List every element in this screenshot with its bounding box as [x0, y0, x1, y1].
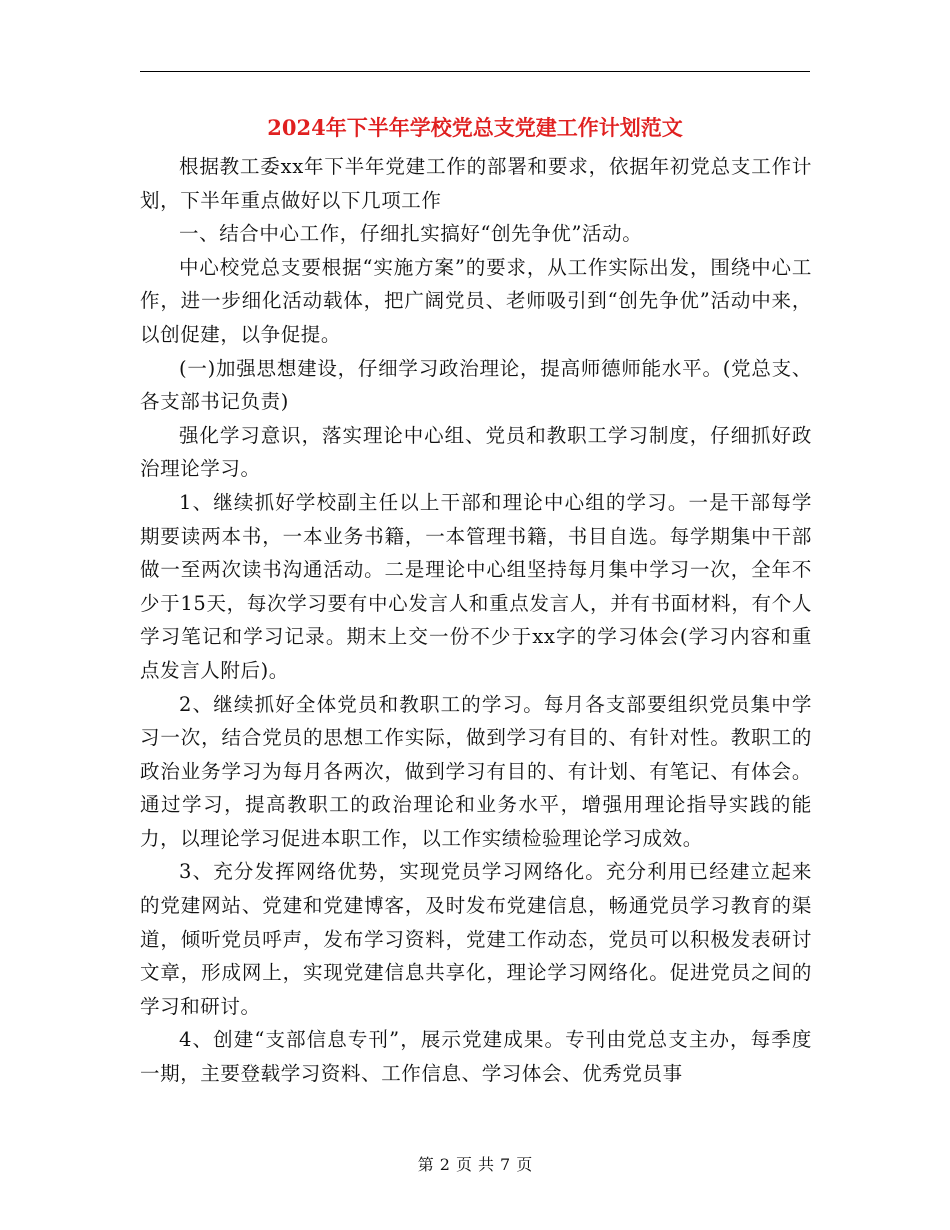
list-item: 1、继续抓好学校副主任以上干部和理论中心组的学习。一是干部每学期要读两本书，一本业务书籍，一本管理书籍，书目自选。每学期集中干部做一至两次读书沟通活动。二是理论中心组坚持每月集中学习一次，全年不少于15天，每次学习要有中心发言人和重点发言人，并有书面材料，有个人学习笔记和学习记录。期末上交一份不少于xx字的学习体会(学习内容和重点发言人附后)。 [140, 490, 812, 682]
list-item: 2、继续抓好全体党员和教职工的学习。每月各支部要组织党员集中学习一次，结合党员的思想工作实际，做到学习有目的、有针对性。教职工的政治业务学习为每月各两次，做到学习有目的、有计划、有笔记、有体会。通过学习，提高教职工的政治理论和业务水平，增强用理论指导实践的能力，以理论学习促进本职工作，以工作实绩检验理论学习成效。 [140, 692, 812, 850]
paragraph: 中心校党总支要根据“实施方案”的要求，从工作实际出发，围绕中心工作，进一步细化活动载体，把广阔党员、老师吸引到“创先争优”活动中来，以创促建，以争促提。 [140, 255, 812, 346]
paragraph: 根据教工委xx年下半年党建工作的部署和要求，依据年初党总支工作计划，下半年重点做好以下几项工作 [140, 155, 812, 212]
list-item: 4、创建“支部信息专刊”，展示党建成果。专刊由党总支主办，每季度一期，主要登载学习资料、工作信息、学习体会、优秀党员事 [140, 1028, 812, 1086]
header-rule [140, 71, 810, 72]
subsection-heading: (一)加强思想建设，仔细学习政治理论，提高师德师能水平。(党总支、各支部书记负责) [140, 356, 812, 414]
paragraph: 强化学习意识，落实理论中心组、党员和教职工学习制度，仔细抓好政治理论学习。 [140, 423, 812, 481]
document-title: 2024年下半年学校党总支党建工作计划范文 [267, 115, 683, 140]
section-heading: 一、结合中心工作，仔细扎实搞好“创先争优”活动。 [179, 222, 643, 246]
document-body [140, 150, 812, 1091]
footer-mid1: 页 [455, 1155, 472, 1174]
total-pages-number: 7 [500, 1155, 511, 1174]
footer-mid2: 共 [478, 1155, 495, 1174]
footer-prefix: 第 [417, 1155, 434, 1174]
page-footer [0, 1153, 950, 1177]
current-page-number: 2 [439, 1155, 450, 1174]
list-item: 3、充分发挥网络优势，实现党员学习网络化。充分利用已经建立起来的党建网站、党建和党建博客，及时发布党建信息，畅通党员学习教育的渠道，倾听党员呼声，发布学习资料，党建工作动态，党员可以积极发表研讨文章，形成网上，实现党建信息共享化，理论学习网络化。促进党员之间的学习和研讨。 [140, 860, 812, 1018]
footer-suffix: 页 [516, 1155, 533, 1174]
